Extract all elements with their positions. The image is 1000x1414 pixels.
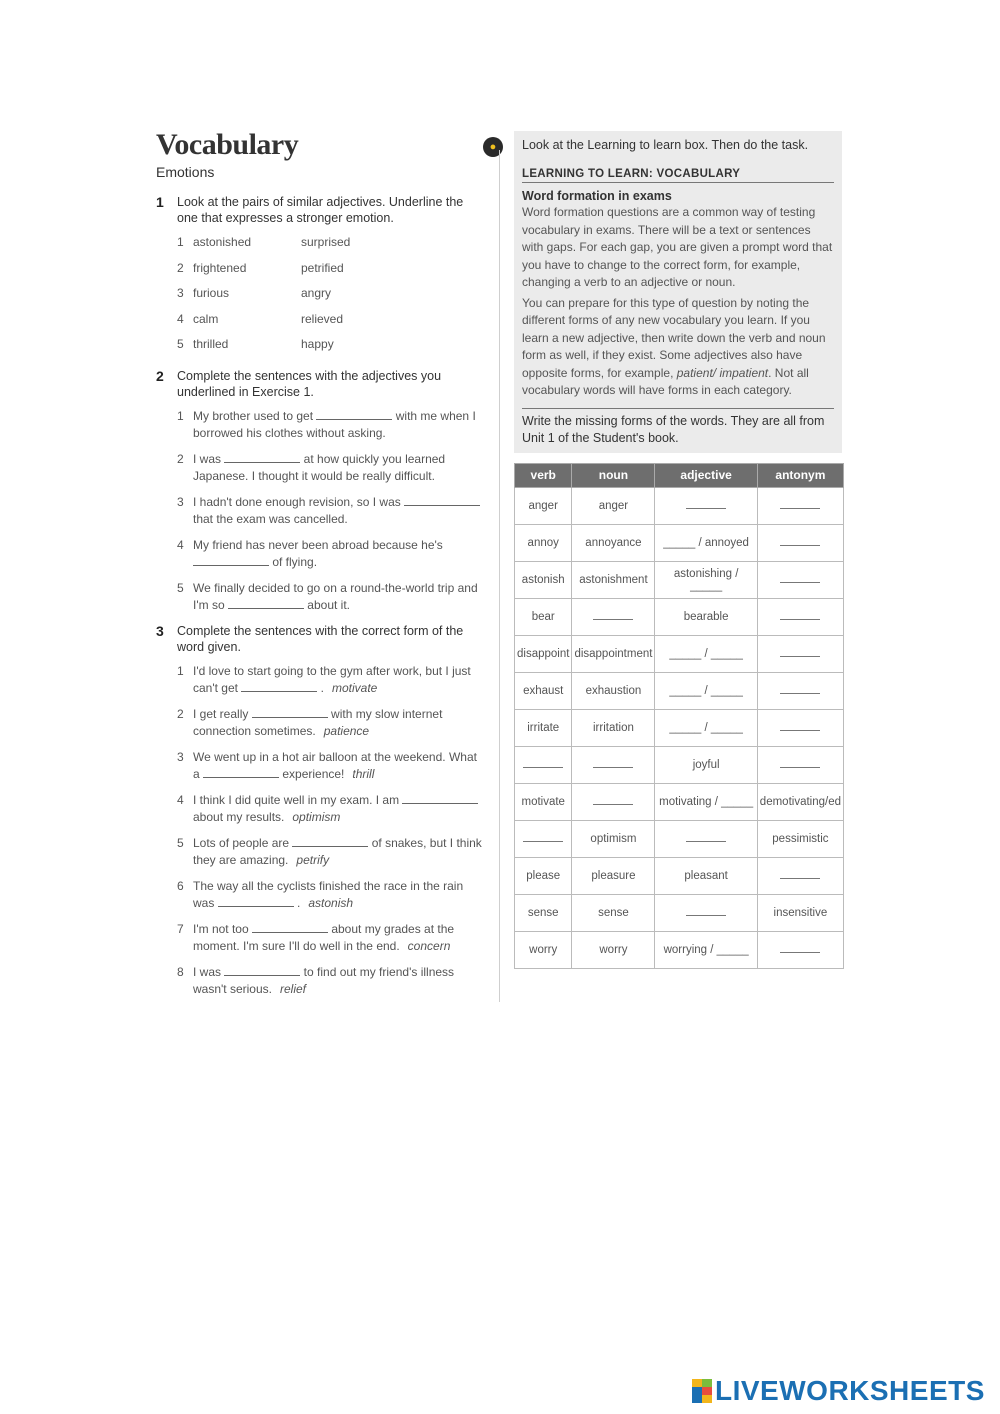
table-cell: bearable xyxy=(655,598,757,635)
sentence-item xyxy=(177,494,486,528)
table-row xyxy=(515,598,844,635)
table-body xyxy=(515,487,844,968)
write-instruction: Write the missing forms of the words. They are all from Unit 1 of the Student's book. xyxy=(522,408,834,447)
sentence-after: with my slow internet connection sometimes. xyxy=(193,706,443,738)
adjective-pairs xyxy=(177,234,486,362)
sentence-list xyxy=(177,663,486,998)
sentence-before: Lots of people are xyxy=(193,835,293,850)
answer-line[interactable] xyxy=(780,537,820,546)
adjective-a: calm xyxy=(193,311,219,326)
sentence-after: . xyxy=(293,895,301,910)
adjective-a: frightened xyxy=(193,260,247,275)
sentence-before: The way all the cyclists finished the race in the rain was xyxy=(193,878,464,910)
item-number: 3 xyxy=(177,494,184,509)
answer-gap[interactable] xyxy=(228,598,304,609)
prompt-word: petrify xyxy=(296,852,330,867)
sentence-after: experience! xyxy=(279,766,345,781)
table-cell xyxy=(655,894,757,931)
sentence-item xyxy=(177,749,486,783)
lightbulb-icon: ● xyxy=(483,137,503,157)
answer-line[interactable] xyxy=(593,759,633,768)
table-cell: sense xyxy=(572,894,655,931)
logo-square xyxy=(702,1387,712,1395)
sentence-before: We went up in a hot air balloon at the weekend. What a xyxy=(193,749,477,781)
sentence-item xyxy=(177,451,486,485)
table-row xyxy=(515,820,844,857)
item-number: 7 xyxy=(177,921,184,936)
answer-gap[interactable] xyxy=(316,409,392,420)
exercise-number: 2 xyxy=(156,367,164,384)
answer-gap[interactable] xyxy=(224,965,300,976)
table-cell xyxy=(757,931,843,968)
table-row xyxy=(515,635,844,672)
answer-line[interactable] xyxy=(686,907,726,916)
table-cell xyxy=(757,598,843,635)
answer-gap[interactable] xyxy=(203,767,279,778)
item-number: 2 xyxy=(177,706,184,721)
table-cell xyxy=(757,857,843,894)
table-header-cell: verb xyxy=(515,463,572,487)
sentence-item xyxy=(177,663,486,697)
adjective-a: thrilled xyxy=(193,337,229,351)
table-cell xyxy=(572,598,655,635)
exercise-instruction: Look at the pairs of similar adjectives. Underline the one that expresses a stronger emotion. xyxy=(177,195,464,225)
sentence-item xyxy=(177,792,486,826)
left-column xyxy=(156,128,486,1007)
table-cell: _____ / _____ xyxy=(655,672,757,709)
adjective-a: furious xyxy=(193,286,230,300)
sentence-item xyxy=(177,964,486,998)
table-row xyxy=(515,672,844,709)
page-title: Vocabulary xyxy=(156,128,299,161)
item-number: 3 xyxy=(177,286,184,300)
table-header-cell: antonym xyxy=(757,463,843,487)
table-row xyxy=(515,894,844,931)
prompt-word: motivate xyxy=(332,680,378,695)
answer-gap[interactable] xyxy=(193,555,269,566)
table-cell: sense xyxy=(515,894,572,931)
table-cell: motivating / _____ xyxy=(655,783,757,820)
adjective-b: angry xyxy=(301,286,332,300)
table-row xyxy=(515,783,844,820)
table-cell: irritation xyxy=(572,709,655,746)
table-cell xyxy=(655,820,757,857)
table-cell: pleasure xyxy=(572,857,655,894)
table-cell: worrying / _____ xyxy=(655,931,757,968)
logo-square xyxy=(692,1387,702,1395)
table-cell: exhaust xyxy=(515,672,572,709)
table-cell xyxy=(757,561,843,598)
sentence-item xyxy=(177,878,486,912)
item-number: 2 xyxy=(177,260,184,275)
table-cell: joyful xyxy=(655,746,757,783)
sentence-after: of snakes, but I think they are amazing. xyxy=(193,835,482,867)
sentence-before: My brother used to get xyxy=(193,408,317,423)
answer-line[interactable] xyxy=(780,944,820,953)
item-number: 1 xyxy=(177,235,184,249)
adjective-b: happy xyxy=(301,337,334,351)
table-cell xyxy=(572,746,655,783)
sentence-before: My friend has never been abroad because he's xyxy=(193,537,443,552)
table-cell xyxy=(757,746,843,783)
answer-gap[interactable] xyxy=(404,495,480,506)
paragraph-example: patient/ impatient xyxy=(676,365,769,380)
answer-gap[interactable] xyxy=(252,707,328,718)
answer-gap[interactable] xyxy=(241,681,317,692)
logo-mark-icon xyxy=(692,1379,712,1403)
logo-square xyxy=(692,1379,702,1387)
table-cell: demotivating/ed xyxy=(757,783,843,820)
sentence-item xyxy=(177,921,486,955)
item-number: 3 xyxy=(177,749,184,764)
adjective-pair xyxy=(177,336,486,362)
logo-square xyxy=(692,1395,702,1403)
answer-gap[interactable] xyxy=(218,896,294,907)
prompt-word: thrill xyxy=(352,766,375,781)
item-number: 1 xyxy=(177,663,184,678)
logo-square xyxy=(702,1395,712,1403)
sentence-before: I think I did quite well in my exam. I am xyxy=(193,792,403,807)
answer-line[interactable] xyxy=(780,685,820,694)
prompt-word: relief xyxy=(280,981,307,996)
answer-line[interactable] xyxy=(523,759,563,768)
answer-gap[interactable] xyxy=(402,793,478,804)
answer-line[interactable] xyxy=(686,833,726,842)
sentence-item xyxy=(177,835,486,869)
answer-line[interactable] xyxy=(780,574,820,583)
sentence-before: I was xyxy=(193,451,225,466)
sentence-after: about it. xyxy=(303,597,350,612)
sentence-before: I'd love to start going to the gym after work, but I just can't get xyxy=(193,663,471,695)
section-subtitle: Emotions xyxy=(156,164,215,180)
sentence-before: I was xyxy=(193,964,225,979)
learning-box xyxy=(514,131,842,453)
item-number: 4 xyxy=(177,792,184,807)
sentence-item xyxy=(177,537,486,571)
learning-paragraph-2 xyxy=(522,295,834,400)
table-cell xyxy=(515,746,572,783)
table-cell xyxy=(655,487,757,524)
table-row xyxy=(515,746,844,783)
table-cell xyxy=(757,709,843,746)
table-cell: astonishment xyxy=(572,561,655,598)
sentence-item xyxy=(177,580,486,614)
table-cell: astonishing / _____ xyxy=(655,561,757,598)
table-cell: worry xyxy=(515,931,572,968)
table-cell: _____ / _____ xyxy=(655,635,757,672)
prompt-word: astonish xyxy=(308,895,354,910)
table-cell xyxy=(515,820,572,857)
table-cell: please xyxy=(515,857,572,894)
sentence-after: of flying. xyxy=(269,554,318,569)
table-row xyxy=(515,487,844,524)
sentence-after: about my grades at the moment. I'm sure I'll do well in the end. xyxy=(193,921,455,953)
answer-gap[interactable] xyxy=(224,452,300,463)
exercise-number: 1 xyxy=(156,194,164,210)
table-cell xyxy=(757,672,843,709)
adjective-pair xyxy=(177,285,486,311)
answer-line[interactable] xyxy=(593,611,633,620)
exercise-1 xyxy=(156,194,486,362)
answer-line[interactable] xyxy=(780,759,820,768)
table-row xyxy=(515,931,844,968)
item-number: 5 xyxy=(177,835,184,850)
item-number: 6 xyxy=(177,878,184,893)
prompt-word: concern xyxy=(407,938,451,953)
paragraph-text: . Not all vocabulary words will have forms in each category. xyxy=(522,365,809,397)
item-number: 5 xyxy=(177,337,184,351)
answer-gap[interactable] xyxy=(252,922,328,933)
table-cell: _____ / _____ xyxy=(655,709,757,746)
table-cell: pessimistic xyxy=(757,820,843,857)
table-cell: insensitive xyxy=(757,894,843,931)
sentence-after: . xyxy=(317,680,324,695)
exercise-number: 3 xyxy=(156,622,164,639)
sentence-before: I hadn't done enough revision, so I was xyxy=(193,494,405,509)
learning-subheading: Word formation in exams xyxy=(522,189,672,203)
exercise-instruction: Complete the sentences with the correct form of the word given. xyxy=(177,623,464,654)
answer-line[interactable] xyxy=(780,870,820,879)
table-cell: exhaustion xyxy=(572,672,655,709)
adjective-b: relieved xyxy=(301,311,344,326)
table-cell: motivate xyxy=(515,783,572,820)
paragraph-text: You can prepare for this type of question by noting the different forms of any new vocabulary you learn. If you learn a new adjective, then write down the verb and noun form as well, if they exist. Some adjectives also have opposite forms, for example, xyxy=(522,295,826,380)
learning-heading: LEARNING TO LEARN: VOCABULARY xyxy=(522,168,834,183)
table-header-row xyxy=(515,463,844,487)
logo-text: LIVEWORKSHEETS xyxy=(715,1375,985,1406)
answer-line[interactable] xyxy=(780,722,820,731)
column-divider xyxy=(499,150,500,1002)
table-cell: annoy xyxy=(515,524,572,561)
table-cell xyxy=(757,487,843,524)
item-number: 2 xyxy=(177,451,184,466)
sentence-after: about my results. xyxy=(193,809,285,824)
liveworksheets-logo xyxy=(692,1375,985,1407)
item-number: 4 xyxy=(177,537,184,552)
table-row xyxy=(515,709,844,746)
table-cell: bear xyxy=(515,598,572,635)
table-cell: pleasant xyxy=(655,857,757,894)
adjective-pair xyxy=(177,234,486,260)
table-cell: _____ / annoyed xyxy=(655,524,757,561)
sentence-before: We finally decided to go on a round-the-world trip and I'm so xyxy=(193,580,478,612)
exercise-3 xyxy=(156,623,486,998)
table-cell: optimism xyxy=(572,820,655,857)
table-cell: disappoint xyxy=(515,635,572,672)
table-cell xyxy=(757,524,843,561)
table-cell xyxy=(572,783,655,820)
table-row xyxy=(515,561,844,598)
sentence-before: I get really xyxy=(193,706,252,721)
sentence-after: to find out my friend's illness wasn't serious. xyxy=(193,964,455,996)
answer-line[interactable] xyxy=(593,796,633,805)
learning-paragraph-1: Word formation questions are a common way of testing vocabulary in exams. There will be a text or sentences with gaps. For each gap, you are given a prompt word that you have to change to the correct form, for example, changing a verb to an adjective or noun. xyxy=(522,205,833,289)
answer-gap[interactable] xyxy=(292,836,368,847)
table-cell: disappointment xyxy=(572,635,655,672)
sentence-item xyxy=(177,706,486,740)
prompt-word: patience xyxy=(323,723,370,738)
adjective-b: surprised xyxy=(301,235,351,249)
adjective-pair xyxy=(177,260,486,286)
sentence-after: at how quickly you learned Japanese. I thought it would be really difficult. xyxy=(193,451,446,483)
adjective-a: astonished xyxy=(193,235,252,249)
answer-line[interactable] xyxy=(780,611,820,620)
table-cell: annoyance xyxy=(572,524,655,561)
exercise-instruction: Complete the sentences with the adjectives you underlined in Exercise 1. xyxy=(177,368,442,399)
sentence-item xyxy=(177,408,486,442)
logo-square xyxy=(702,1379,712,1387)
answer-line[interactable] xyxy=(780,648,820,657)
task-intro: Look at the Learning to learn box. Then do the task. xyxy=(522,138,809,152)
table-header-cell: noun xyxy=(572,463,655,487)
table-header-cell: adjective xyxy=(655,463,757,487)
adjective-pair xyxy=(177,311,486,337)
table-cell: worry xyxy=(572,931,655,968)
table-cell: anger xyxy=(515,487,572,524)
adjective-b: petrified xyxy=(301,260,344,275)
table-row xyxy=(515,857,844,894)
item-number: 5 xyxy=(177,580,184,595)
table-cell: anger xyxy=(572,487,655,524)
exercise-2 xyxy=(156,368,486,614)
table-row xyxy=(515,524,844,561)
answer-line[interactable] xyxy=(686,500,726,509)
item-number: 4 xyxy=(177,311,184,326)
item-number: 1 xyxy=(177,408,184,423)
word-forms-table xyxy=(514,463,844,969)
sentence-list xyxy=(177,408,486,614)
table-cell: irritate xyxy=(515,709,572,746)
right-column xyxy=(514,131,842,969)
sentence-before: I'm not too xyxy=(193,921,252,936)
table-cell xyxy=(757,635,843,672)
prompt-word: optimism xyxy=(292,809,341,824)
sentence-after: that the exam was cancelled. xyxy=(193,511,348,526)
answer-line[interactable] xyxy=(523,833,563,842)
answer-line[interactable] xyxy=(780,500,820,509)
table-cell: astonish xyxy=(515,561,572,598)
item-number: 8 xyxy=(177,964,184,979)
sentence-after: with me when I borrowed his clothes without asking. xyxy=(193,408,476,440)
